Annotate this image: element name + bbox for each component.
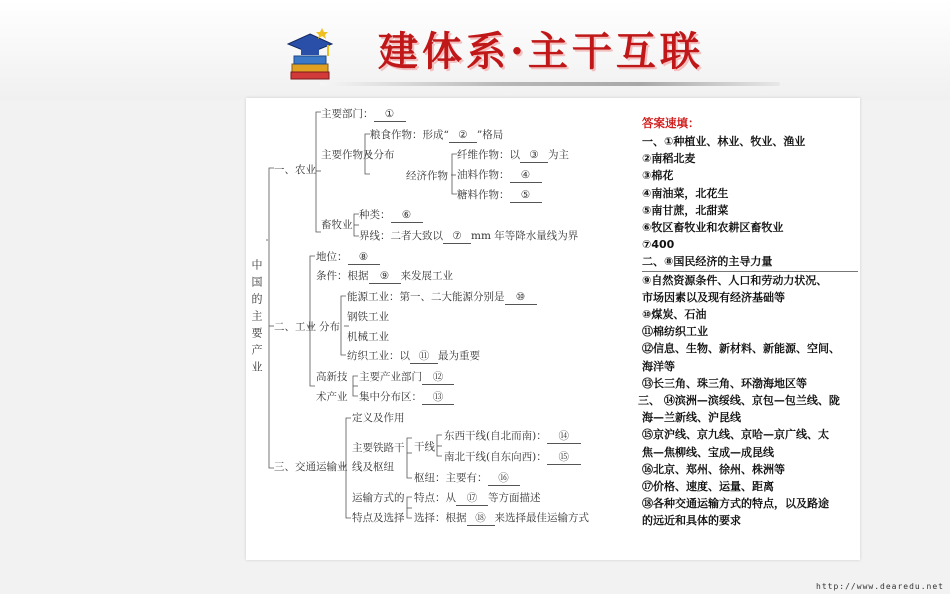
answer-line: 市场因素以及现有经济基础等: [642, 290, 785, 304]
blank-9[interactable]: ⑨: [369, 269, 401, 284]
answer-line: ③棉花: [642, 169, 674, 183]
rail-hub: 枢纽：主要有： ⑯: [414, 471, 520, 486]
answer-line: ⑬长三角、珠三角、环渤海地区等: [642, 376, 807, 390]
sugar-crops: 糖料作物： ⑤: [457, 188, 542, 203]
modes-label-1: 运输方式的: [352, 492, 405, 504]
livestock-types: 种类： ⑥: [359, 208, 423, 223]
answer-line: ⑮京沪线、京九线、京哈—京广线、太: [642, 428, 829, 442]
answer-line: 一、①种植业、林业、牧业、渔业: [642, 135, 806, 148]
answer-line: ⑫信息、生物、新材料、新能源、空间、: [642, 342, 840, 356]
answer-line: 三、 ⑭滨洲—滨绥线、京包—包兰线、陇: [638, 394, 840, 408]
hightech-label-1: 高新技: [316, 371, 348, 383]
blank-12[interactable]: ⑫: [422, 370, 454, 385]
blank-5[interactable]: ⑤: [510, 188, 542, 203]
agri-label: 一、农业: [274, 164, 316, 176]
answer-line: ⑰价格、速度、运量、距离: [642, 480, 774, 494]
blank-11[interactable]: ⑪: [410, 349, 438, 364]
blank-17[interactable]: ⑰: [456, 491, 488, 506]
answer-line: 二、⑧国民经济的主导力量: [642, 253, 858, 271]
answer-line: 海—兰新线、沪昆线: [642, 411, 741, 425]
answer-line: ②南稻北麦: [642, 152, 696, 166]
modes-choice: 选择：根据 ⑱ 来选择最佳运输方式: [414, 512, 589, 524]
textile-industry: 纺织工业：以 ⑪ 最为重要: [347, 350, 480, 362]
blank-13[interactable]: ⑬: [422, 390, 454, 405]
industry-status: 地位： ⑧: [316, 250, 380, 265]
agri-dept: 主要部门： ①: [321, 107, 406, 122]
answer-line: 焦—焦柳线、宝成—成昆线: [642, 445, 774, 459]
blank-6[interactable]: ⑥: [391, 208, 423, 223]
rail-east-west: 东西干线(自北而南)： ⑭: [444, 429, 581, 444]
blank-15[interactable]: ⑮: [547, 450, 581, 465]
content-panel: [246, 98, 860, 560]
transport-label: 三、交通运输业: [274, 461, 348, 473]
livestock-boundary: 界线：二者大致以 ⑦ mm 年等降水量线为界: [359, 230, 579, 242]
fiber-crops: 纤维作物：以 ③ 为主: [457, 149, 569, 161]
answer-line: ⑪棉纺织工业: [642, 325, 708, 339]
answer-line: ⑩煤炭、石油: [642, 308, 707, 322]
livestock-label: 畜牧业: [321, 219, 353, 231]
blank-16[interactable]: ⑯: [488, 471, 520, 486]
blank-2[interactable]: ②: [449, 128, 477, 143]
rail-label-2: 线及枢纽: [352, 461, 394, 473]
industry-label: 二、工业: [274, 321, 316, 333]
answer-line: 海洋等: [642, 359, 675, 373]
machinery-industry: 机械工业: [347, 331, 389, 343]
answer-line: ⑤南甘蔗，北甜菜: [642, 203, 729, 217]
answer-line: ⑥牧区畜牧业和农耕区畜牧业: [642, 221, 784, 235]
blank-1[interactable]: ①: [374, 107, 406, 122]
answer-line: ⑦400: [642, 238, 675, 252]
answer-line: ⑨自然资源条件、人口和劳动力状况、: [642, 273, 828, 287]
rail-north-south: 南北干线(自东向西)： ⑮: [444, 450, 581, 465]
rail-trunk-label: 干线: [414, 441, 435, 453]
modes-label-2: 特点及选择: [352, 512, 405, 524]
hightech-area: 集中分布区： ⑬: [359, 390, 454, 405]
industry-condition: 条件：根据 ⑨ 来发展工业: [316, 270, 453, 282]
hightech-dept: 主要产业部门 ⑫: [359, 370, 454, 385]
answer-title: 答案速填：: [642, 116, 700, 130]
oil-crops: 油料作物： ④: [457, 168, 542, 183]
blank-4[interactable]: ④: [510, 168, 542, 183]
answer-line: ⑯北京、郑州、徐州、株洲等: [642, 462, 785, 476]
blank-7[interactable]: ⑦: [443, 229, 471, 244]
blank-10[interactable]: ⑩: [505, 290, 537, 305]
agri-crops-label: 主要作物及分布: [321, 149, 395, 161]
industry-distribution-label: 分布: [319, 321, 340, 333]
transport-definition: 定义及作用: [352, 412, 405, 424]
answer-line: 的远近和具体的要求: [642, 514, 741, 528]
answer-block: [638, 114, 858, 530]
blank-18[interactable]: ⑱: [467, 511, 495, 526]
grain-crops: 粮食作物：形成“ ② ”格局: [370, 129, 504, 141]
answer-line: ⑱各种交通运输方式的特点，以及路途: [642, 497, 829, 511]
cash-crops-label: 经济作物: [406, 170, 448, 182]
hightech-label-2: 术产业: [316, 391, 348, 403]
blank-3[interactable]: ③: [520, 148, 548, 163]
root-label: 中国的主要产业: [250, 258, 263, 378]
rail-label-1: 主要铁路干: [352, 442, 405, 454]
energy-industry: 能源工业：第一、二大能源分别是 ⑩: [347, 290, 537, 305]
blank-14[interactable]: ⑭: [547, 429, 581, 444]
blank-8[interactable]: ⑧: [348, 250, 380, 265]
title-underline: [320, 82, 780, 86]
steel-industry: 钢铁工业: [347, 311, 389, 323]
answer-line: ④南油菜，北花生: [642, 186, 729, 200]
footer-url[interactable]: http://www.dearedu.net: [816, 582, 944, 591]
modes-traits: 特点：从 ⑰ 等方面描述: [414, 492, 541, 504]
page-title: 建体系·主干互联: [378, 28, 704, 75]
graduation-cap-books-icon: [286, 26, 334, 82]
